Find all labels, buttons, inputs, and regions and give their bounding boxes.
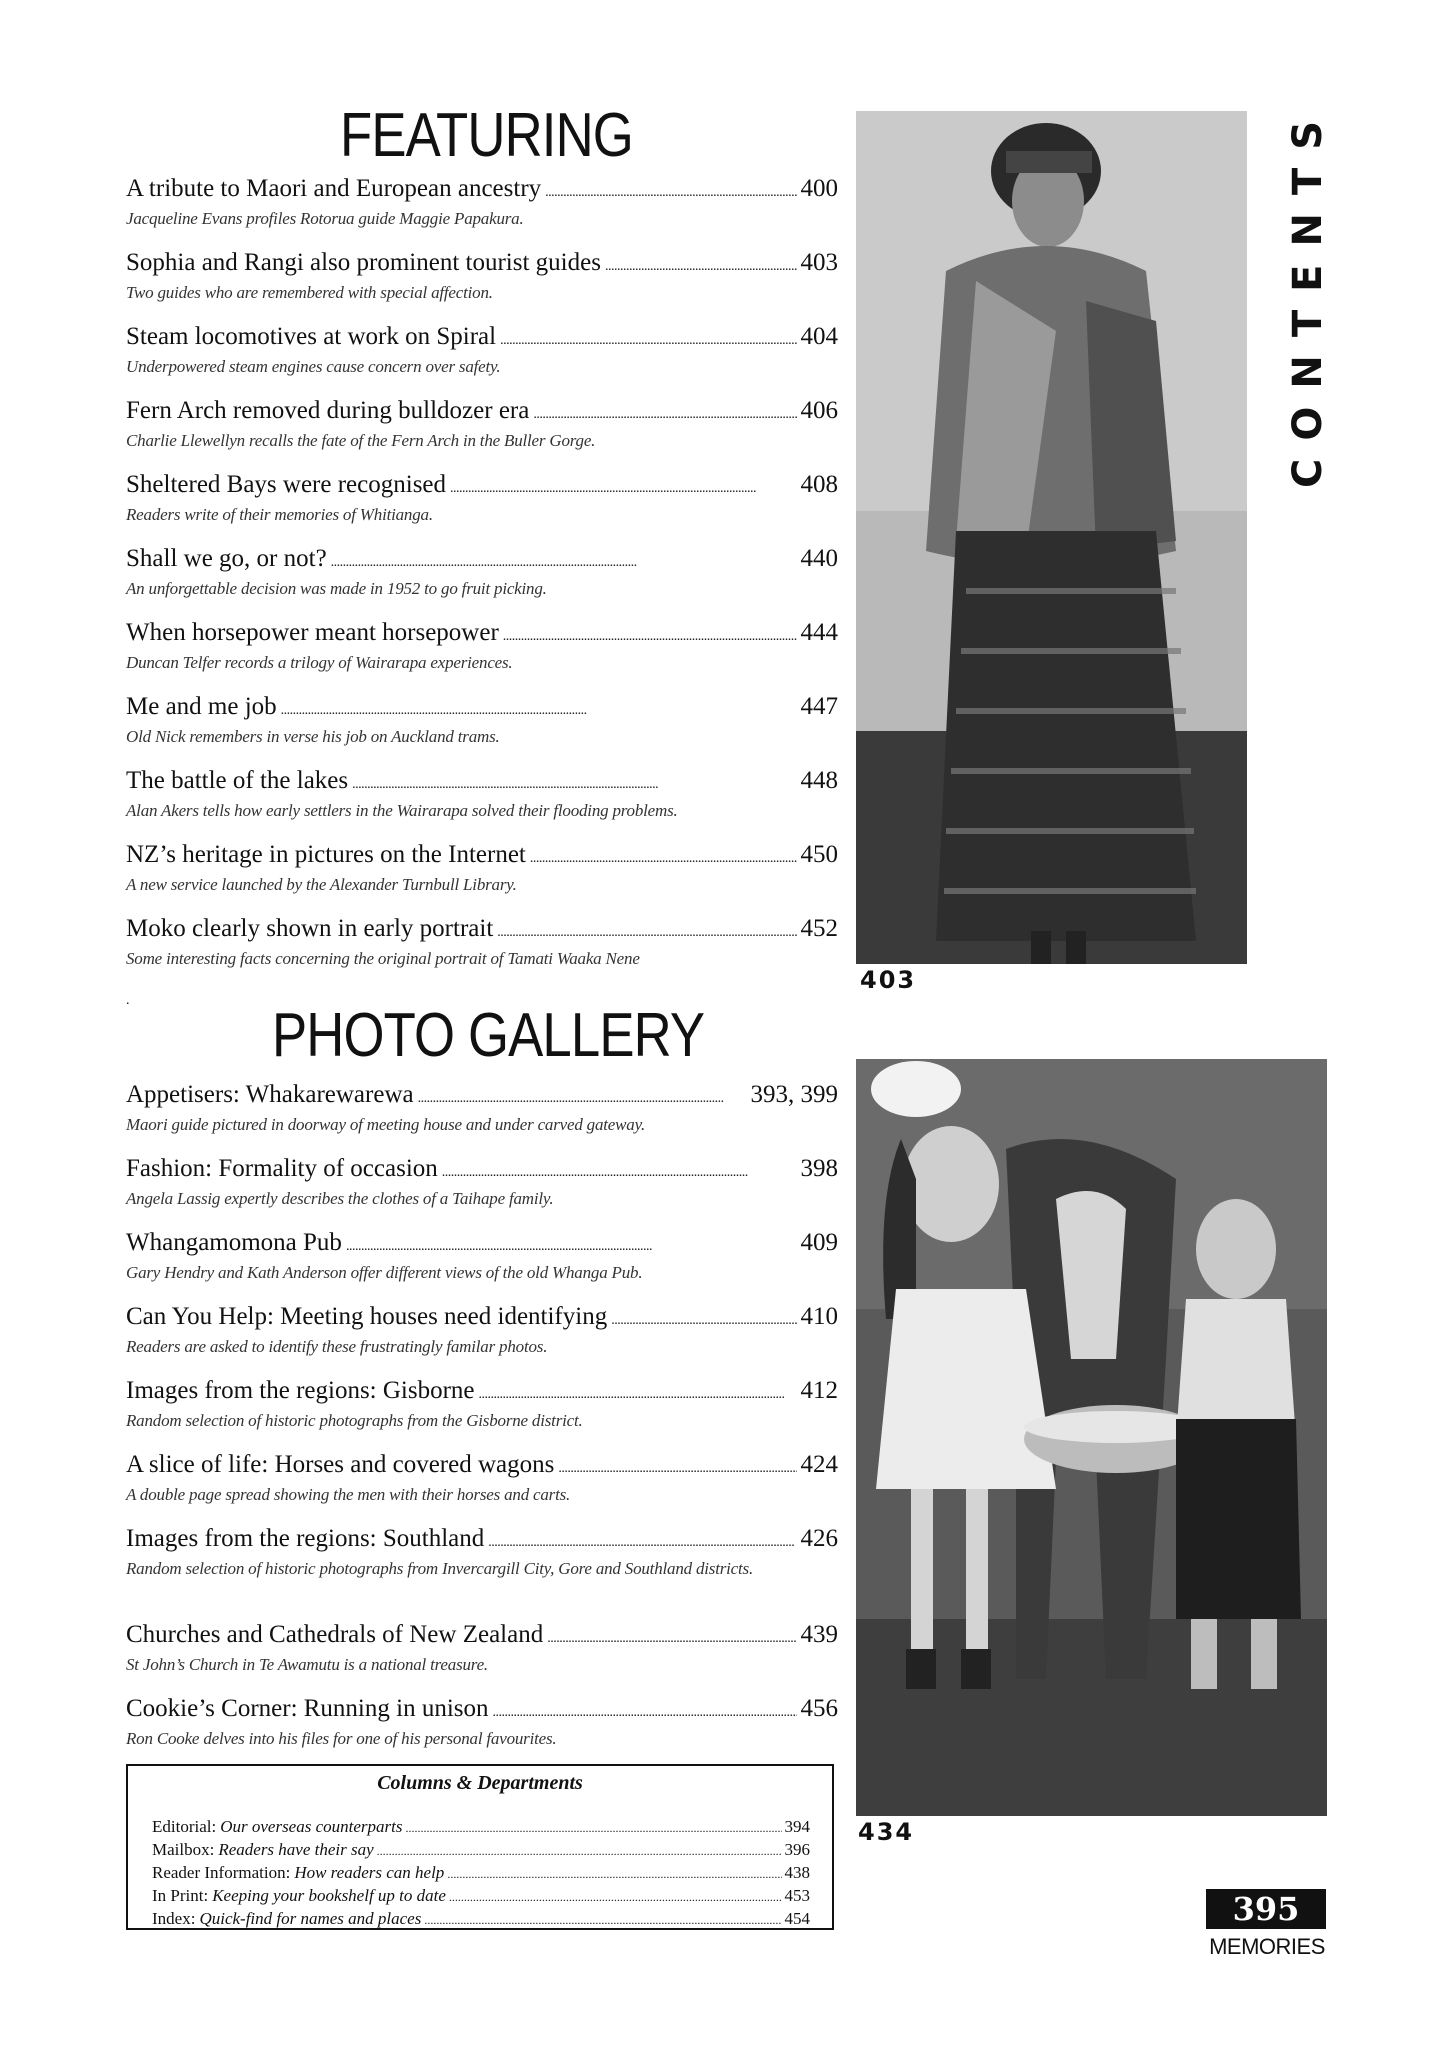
toc-entry-subtitle: A double page spread showing the men with their horses and carts. [126, 1485, 571, 1504]
toc-entry[interactable] [126, 692, 838, 766]
toc-entry-title: NZ’s heritage in pictures on the Internet [126, 841, 526, 868]
toc-entry[interactable] [126, 766, 838, 840]
magazine-name: MEMORIES [1209, 1934, 1325, 1959]
dot-leader [547, 1620, 796, 1654]
dot-leader [493, 1694, 797, 1728]
toc-entry-subtitle: Random selection of historic photographs from the Gisborne district. [126, 1411, 583, 1430]
toc-entry[interactable] [126, 1302, 838, 1376]
toc-entry-title: Can You Help: Meeting houses need identifying [126, 1303, 608, 1330]
toc-entry[interactable] [126, 1524, 838, 1620]
toc-entry-subtitle: Some interesting facts concerning the original portrait of Tamati Waaka Nene [126, 949, 640, 968]
department-page: 394 [784, 1817, 810, 1836]
contents-vertical-label [1285, 102, 1331, 488]
dot-leader [424, 1908, 781, 1931]
dot-leader [442, 1154, 797, 1188]
toc-entry-title: Sheltered Bays were recognised [126, 471, 447, 498]
dot-leader [405, 1816, 781, 1839]
toc-entry-page: 450 [800, 841, 838, 868]
department-desc: How readers can help [294, 1863, 445, 1882]
toc-entry-subtitle: Jacqueline Evans profiles Rotorua guide Maggie Papakura. [126, 209, 524, 228]
toc-entry[interactable] [126, 1376, 838, 1450]
toc-entry-title: Shall we go, or not? [126, 545, 327, 572]
toc-entry-page: 412 [800, 1377, 838, 1404]
toc-entry-subtitle: Readers write of their memories of Whitianga. [126, 505, 433, 524]
dot-leader [352, 766, 796, 800]
columns-departments-box [126, 1764, 834, 1930]
toc-entry-title: Images from the regions: Gisborne [126, 1377, 475, 1404]
toc-entry-title: Images from the regions: Southland [126, 1525, 485, 1552]
dot-leader [545, 174, 796, 208]
toc-entry-page: 440 [800, 545, 838, 572]
department-label: Index: [152, 1909, 196, 1928]
toc-entry-page: 393, 399 [750, 1081, 838, 1108]
department-page: 454 [784, 1909, 810, 1928]
toc-entry-page: 448 [800, 767, 838, 794]
department-page: 396 [784, 1840, 810, 1859]
toc-entry-title: When horsepower meant horsepower [126, 619, 499, 646]
portrait-photo-art [856, 111, 1247, 964]
toc-entry-subtitle: Old Nick remembers in verse his job on Auckland trams. [126, 727, 500, 746]
dot-leader [418, 1080, 747, 1114]
department-item[interactable] [152, 1816, 810, 1839]
department-label: Reader Information: [152, 1863, 291, 1882]
children-horse-photo[interactable] [856, 1059, 1327, 1816]
toc-entry-title: Whangamomona Pub [126, 1229, 342, 1256]
department-item[interactable] [152, 1908, 810, 1931]
toc-entry-title: Fern Arch removed during bulldozer era [126, 397, 530, 424]
department-desc: Readers have their say [218, 1840, 374, 1859]
dot-leader [377, 1839, 782, 1862]
department-item[interactable] [152, 1885, 810, 1908]
department-page: 453 [784, 1886, 810, 1905]
toc-entry-title: Sophia and Rangi also prominent tourist guides [126, 249, 601, 276]
department-label: In Print: [152, 1886, 209, 1905]
department-page: 438 [784, 1863, 810, 1882]
toc-entry[interactable] [126, 1620, 838, 1694]
toc-entry-title: The battle of the lakes [126, 767, 349, 794]
toc-entry[interactable] [126, 1228, 838, 1302]
toc-entry-page: 439 [800, 1621, 838, 1648]
department-label: Mailbox: [152, 1840, 215, 1859]
toc-entry[interactable] [126, 174, 838, 248]
page-number: 395 [1206, 1889, 1326, 1929]
toc-entry-page: 410 [800, 1303, 838, 1330]
department-desc: Keeping your bookshelf up to date [212, 1886, 446, 1905]
photo-caption-403: 403 [860, 966, 917, 994]
dot-leader [533, 396, 796, 430]
department-item[interactable] [152, 1862, 810, 1885]
toc-entry-subtitle: Random selection of historic photographs from Invercargill City, Gore and Southland districts. [126, 1559, 754, 1578]
dot-leader [503, 618, 797, 652]
photo-caption-434: 434 [858, 1818, 915, 1846]
toc-entry-title: Steam locomotives at work on Spiral [126, 323, 497, 350]
toc-entry[interactable] [126, 914, 838, 988]
toc-entry-page: 424 [800, 1451, 838, 1478]
dot-leader [449, 1885, 782, 1908]
toc-entry-subtitle: St John’s Church in Te Awamutu is a national treasure. [126, 1655, 488, 1674]
toc-entry-page: 426 [800, 1525, 838, 1552]
toc-entry[interactable] [126, 396, 838, 470]
dot-leader [530, 840, 797, 874]
toc-entry-page: 400 [800, 175, 838, 202]
department-desc: Quick-find for names and places [199, 1909, 422, 1928]
toc-entry[interactable] [126, 1080, 838, 1154]
dot-leader [450, 470, 796, 504]
toc-entry-subtitle: Underpowered steam engines cause concern over safety. [126, 357, 501, 376]
department-desc: Our overseas counterparts [220, 1817, 403, 1836]
dot-leader [447, 1862, 781, 1885]
toc-entry[interactable] [126, 1154, 838, 1228]
toc-entry[interactable] [126, 840, 838, 914]
toc-entry[interactable] [126, 322, 838, 396]
toc-entry-page: 406 [800, 397, 838, 424]
featuring-heading: FEATURING [340, 101, 633, 170]
toc-entry[interactable] [126, 618, 838, 692]
dot-leader [488, 1524, 796, 1558]
toc-entry-page: 404 [800, 323, 838, 350]
portrait-photo[interactable] [856, 111, 1247, 964]
stray-mark: . [126, 993, 130, 1008]
dot-leader [611, 1302, 796, 1336]
photo-gallery-list [126, 1080, 838, 1768]
dot-leader [500, 322, 796, 356]
toc-entry-page: 408 [800, 471, 838, 498]
toc-entry[interactable] [126, 544, 838, 618]
department-label: Editorial: [152, 1817, 217, 1836]
dot-leader [281, 692, 797, 726]
toc-entry-title: Fashion: Formality of occasion [126, 1155, 438, 1182]
toc-entry-page: 452 [800, 915, 838, 942]
toc-entry[interactable] [126, 470, 838, 544]
dot-leader [479, 1376, 797, 1410]
departments-list [152, 1816, 810, 1931]
toc-entry-subtitle: Readers are asked to identify these frustratingly familar photos. [126, 1337, 548, 1356]
dot-leader [497, 914, 796, 948]
contents-label-text: CONTENTS [1285, 102, 1331, 488]
toc-entry-title: Churches and Cathedrals of New Zealand [126, 1621, 544, 1648]
toc-entry-subtitle: Ron Cooke delves into his files for one of his personal favourites. [126, 1729, 557, 1748]
toc-entry[interactable] [126, 1450, 838, 1524]
featuring-list [126, 174, 838, 988]
toc-entry[interactable] [126, 248, 838, 322]
children-horse-photo-art [856, 1059, 1327, 1816]
toc-entry-page: 444 [800, 619, 838, 646]
toc-entry-subtitle: An unforgettable decision was made in 1952 to go fruit picking. [126, 579, 547, 598]
toc-entry-title: A slice of life: Horses and covered wagons [126, 1451, 555, 1478]
toc-entry-subtitle: Duncan Telfer records a trilogy of Wairarapa experiences. [126, 653, 513, 672]
toc-entry-subtitle: Two guides who are remembered with special affection. [126, 283, 493, 302]
dot-leader [605, 248, 797, 282]
photo-gallery-heading: PHOTO GALLERY [272, 1001, 705, 1070]
columns-departments-title: Columns & Departments [377, 1772, 583, 1794]
toc-entry-subtitle: Maori guide pictured in doorway of meeting house and under carved gateway. [126, 1115, 646, 1134]
toc-entry-title: Cookie’s Corner: Running in unison [126, 1695, 489, 1722]
toc-entry-subtitle: Charlie Llewellyn recalls the fate of the Fern Arch in the Buller Gorge. [126, 431, 596, 450]
dot-leader [558, 1450, 796, 1484]
toc-entry-subtitle: Angela Lassig expertly describes the clothes of a Taihape family. [126, 1189, 554, 1208]
toc-entry-title: A tribute to Maori and European ancestry [126, 175, 542, 202]
toc-entry-page: 456 [800, 1695, 838, 1722]
department-item[interactable] [152, 1839, 810, 1862]
toc-entry-title: Moko clearly shown in early portrait [126, 915, 494, 942]
toc-entry-subtitle: Alan Akers tells how early settlers in the Wairarapa solved their flooding problems. [126, 801, 678, 820]
toc-entry-subtitle: Gary Hendry and Kath Anderson offer different views of the old Whanga Pub. [126, 1263, 643, 1282]
toc-entry-page: 409 [800, 1229, 838, 1256]
toc-entry-title: Appetisers: Whakarewarewa [126, 1081, 414, 1108]
dot-leader [331, 544, 797, 578]
toc-entry-page: 403 [800, 249, 838, 276]
toc-entry-subtitle: A new service launched by the Alexander Turnbull Library. [126, 875, 517, 894]
toc-entry-page: 447 [800, 693, 838, 720]
toc-entry[interactable] [126, 1694, 838, 1768]
toc-entry-title: Me and me job [126, 693, 277, 720]
toc-entry-page: 398 [800, 1155, 838, 1182]
dot-leader [346, 1228, 797, 1262]
